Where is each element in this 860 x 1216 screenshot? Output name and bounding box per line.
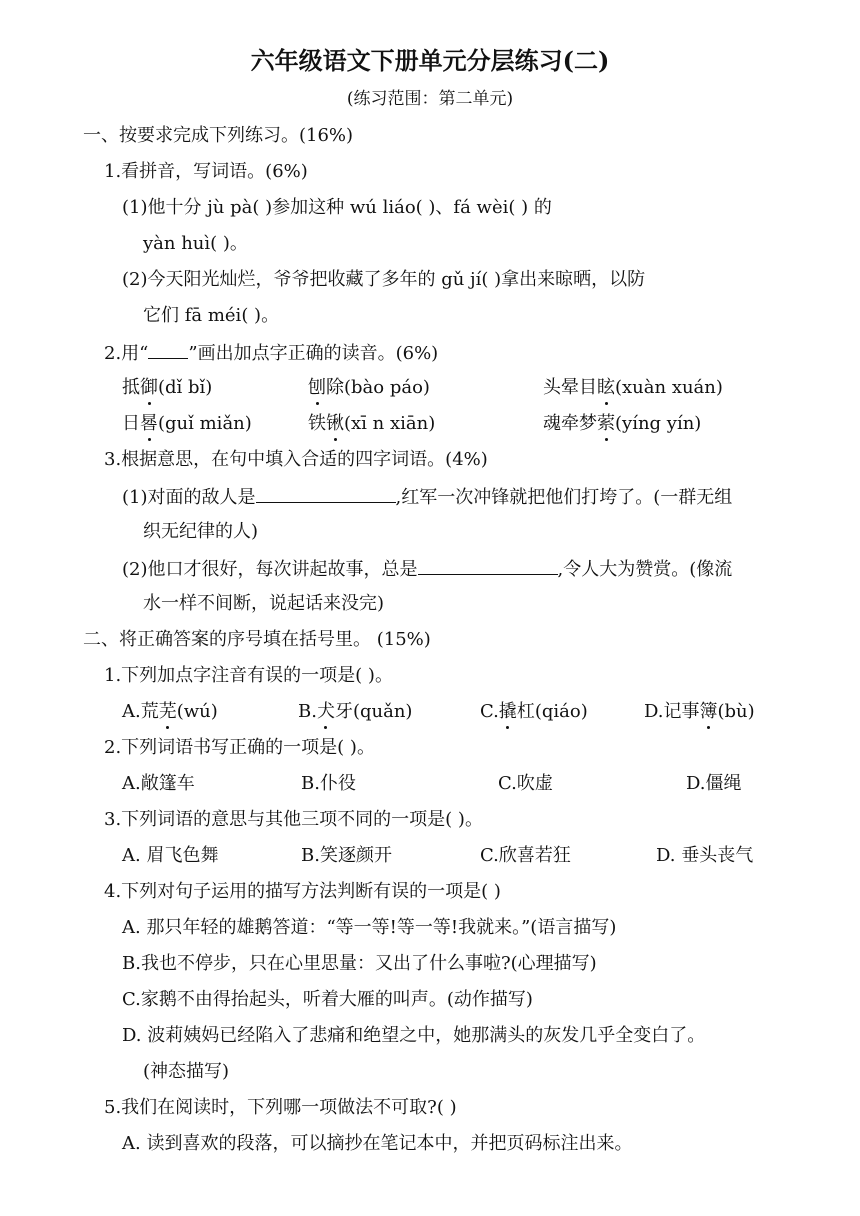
- choice-option-cont: (神态描写): [143, 1061, 230, 1082]
- choice-option: A.荒芜(wú): [122, 701, 218, 722]
- question-2-4-heading: 4.下列对句子运用的描写方法判断有误的一项是( ): [104, 881, 501, 902]
- question-1-1-sub2-line2: 它们 fā méi( )。: [143, 305, 280, 326]
- fill-blank: [418, 556, 558, 575]
- question-2-5-heading: 5.我们在阅读时，下列哪一项做法不可取?( ): [104, 1097, 457, 1118]
- heading-text: ”画出加点字正确的读音。(6%): [188, 343, 439, 364]
- choice-option: B.仆役: [301, 773, 356, 794]
- section-one-heading: 一、按要求完成下列练习。(16%): [83, 125, 354, 146]
- choice-option: D.僵绳: [686, 773, 742, 794]
- page-subtitle: (练习范围：第二单元): [346, 89, 514, 109]
- question-1-3-sub2-cont: 水一样不间断，说起话来没完): [143, 593, 385, 614]
- question-1-1-sub2-line1: (2)今天阳光灿烂，爷爷把收藏了多年的 gǔ jí( )拿出来晾晒，以防: [122, 269, 646, 290]
- choice-option: A.敞篷车: [122, 773, 195, 794]
- question-1-3-heading: 3.根据意思，在句中填入合适的四字词语。(4%): [104, 449, 488, 470]
- choice-option: B.我也不停步，只在心里思量：又出了什么事啦?(心理描写): [122, 953, 597, 974]
- page-title: 六年级语文下册单元分层练习(二): [250, 46, 610, 75]
- reading-option: 魂牵梦萦(yíng yín): [543, 413, 702, 434]
- reading-option: 铁锹(xī n xiān): [308, 413, 436, 434]
- choice-option: C.欣喜若狂: [480, 845, 571, 866]
- choice-option: A. 那只年轻的雄鹅答道：“等一等!等一等!我就来。”(语言描写): [122, 917, 617, 938]
- choice-option: A. 眉飞色舞: [122, 845, 219, 866]
- reading-option: 头晕目眩(xuàn xuán): [543, 377, 723, 398]
- reading-option: 抵御(dǐ bǐ): [122, 377, 213, 398]
- question-2-3-heading: 3.下列词语的意思与其他三项不同的一项是( )。: [104, 809, 483, 830]
- question-1-1-heading: 1.看拼音，写词语。(6%): [104, 161, 308, 182]
- reading-option: 刨除(bào páo): [308, 377, 430, 398]
- question-1-3-sub2: (2)他口才很好，每次讲起故事，总是 ,令人大为赞赏。(像流: [122, 556, 732, 582]
- choice-option: D. 垂头丧气: [656, 845, 754, 866]
- choice-option: A. 读到喜欢的段落，可以摘抄在笔记本中，并把页码标注出来。: [122, 1133, 633, 1154]
- choice-option: C.家鹅不由得抬起头，听着大雁的叫声。(动作描写): [122, 989, 533, 1010]
- underline-blank: [148, 340, 188, 359]
- reading-option: 日晷(guǐ miǎn): [122, 413, 252, 434]
- question-1-1-sub1-line2: yàn huì( )。: [143, 233, 248, 254]
- choice-option: D. 波莉姨妈已经陷入了悲痛和绝望之中，她那满头的灰发几乎全变白了。: [122, 1025, 706, 1046]
- question-1-3-sub1: (1)对面的敌人是 ,红军一次冲锋就把他们打垮了。(一群无组: [122, 484, 732, 510]
- choice-option: C.撬杠(qiáo): [480, 701, 588, 722]
- question-1-3-sub1-cont: 织无纪律的人): [143, 521, 259, 542]
- section-two-heading: 二、将正确答案的序号填在括号里。 (15%): [83, 629, 431, 650]
- question-2-2-heading: 2.下列词语书写正确的一项是( )。: [104, 737, 375, 758]
- choice-option: B.犬牙(quǎn): [298, 701, 413, 722]
- choice-option: D.记事簿(bù): [644, 701, 755, 722]
- question-1-2-heading: [104, 340, 438, 366]
- choice-option: C.吹虚: [498, 773, 553, 794]
- heading-text: 2.用“: [104, 343, 149, 364]
- fill-blank: [256, 484, 396, 503]
- question-2-1-heading: 1.下列加点字注音有误的一项是( )。: [104, 665, 393, 686]
- choice-option: B.笑逐颜开: [301, 845, 392, 866]
- question-1-1-sub1-line1: (1)他十分 jù pà( )参加这种 wú liáo( )、fá wèi( ) 的: [122, 197, 552, 218]
